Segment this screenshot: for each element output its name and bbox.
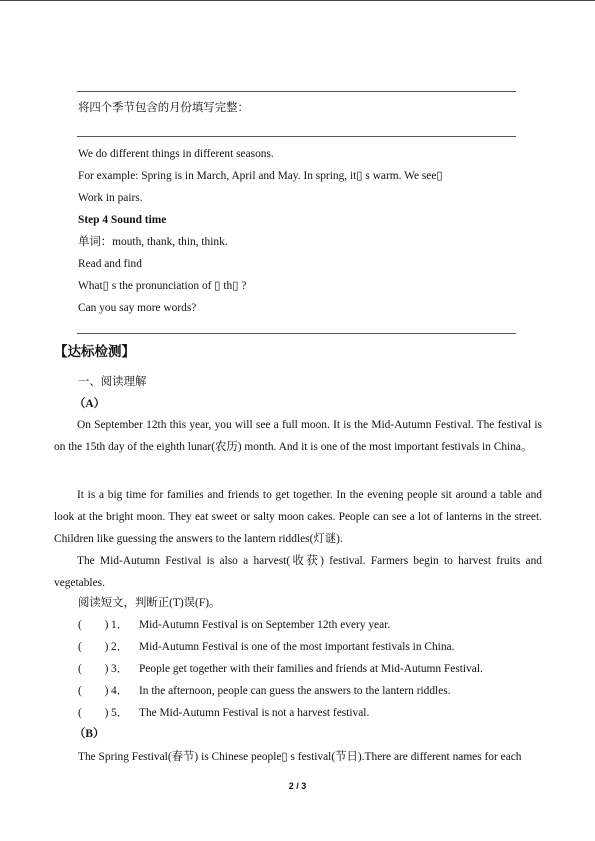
answer-line-1: [77, 91, 516, 92]
question-number: 4．: [111, 685, 129, 697]
answer-blank[interactable]: ( ): [78, 641, 109, 653]
page-top-border: [0, 0, 595, 1]
words-line: 单词：mouth, thank, thin, think.: [78, 236, 228, 248]
question-number: 2．: [111, 641, 129, 653]
question-4: [78, 684, 451, 698]
answer-line-3: [77, 333, 516, 334]
part-b-label: （B）: [74, 728, 105, 740]
answer-blank[interactable]: ( ): [78, 619, 109, 631]
question-number: 1．: [111, 619, 129, 631]
work-in-pairs: Work in pairs.: [78, 192, 143, 204]
passage-a-paragraph-1: [54, 414, 542, 458]
tf-instruction: 阅读短文，判断正(T)误(F)。: [78, 597, 221, 609]
question-text: People get together with their families and friends at Mid-Autumn Festival.: [139, 663, 483, 675]
fill-months-instruction: 将四个季节包含的月份填写完整：: [78, 102, 249, 114]
passage-a-p1-text: On September 12th this year, you will see a full moon. It is the Mid-Autumn Festival. The festival is on the 15th day of the eighth lunar(农历) month. And it is one of the most important festivals in China。: [54, 419, 542, 453]
passage-a-p2-text: It is a big time for families and friends to get together. In the evening people sit around a table and look at the bright moon. They eat sweet or salty moon cakes. People can see a lot of lanterns in the street. Children like guessing the answers to the lantern riddles(灯谜).: [54, 489, 542, 545]
question-text: Mid-Autumn Festival is one of the most important festivals in China.: [139, 641, 455, 653]
question-2: [78, 640, 454, 654]
question-number: 5．: [111, 707, 129, 719]
answer-blank[interactable]: ( ): [78, 685, 109, 697]
question-5: [78, 706, 369, 720]
question-1: [78, 618, 390, 632]
passage-a-p3-text: The Mid-Autumn Festival is also a harvest(收获) festival. Farmers begin to harvest fruits and vegetables.: [54, 555, 542, 589]
section-title: 【达标检测】: [54, 344, 135, 359]
pronunciation-question: What▯ s the pronunciation of ▯ th▯ ?: [78, 280, 247, 292]
page-number: 2 / 3: [288, 781, 307, 791]
more-words-question: Can you say more words?: [78, 302, 197, 314]
question-text: In the afternoon, people can guess the answers to the lantern riddles.: [139, 685, 451, 697]
answer-line-2: [77, 136, 516, 137]
question-number: 3．: [111, 663, 129, 675]
question-text: Mid-Autumn Festival is on September 12th every year.: [139, 619, 391, 631]
answer-blank[interactable]: ( ): [78, 707, 109, 719]
part-one-title: 一、阅读理解: [78, 376, 147, 388]
step4-heading: Step 4 Sound time: [78, 214, 167, 226]
part-a-label: （A）: [74, 398, 106, 410]
answer-blank[interactable]: ( ): [78, 663, 109, 675]
question-text: The Mid-Autumn Festival is not a harvest festival.: [139, 707, 370, 719]
seasons-intro: We do different things in different seasons.: [78, 148, 274, 160]
question-3: [78, 662, 483, 676]
passage-b-paragraph-1: The Spring Festival(春节) is Chinese people▯ s festival(节日).There are different names for each: [78, 751, 522, 763]
passage-a-paragraph-2: [54, 484, 542, 550]
example-line: For example: Spring is in March, April and May. In spring, it▯ s warm. We see▯: [78, 170, 443, 182]
passage-a-paragraph-3: [54, 550, 542, 594]
read-and-find: Read and find: [78, 258, 142, 270]
